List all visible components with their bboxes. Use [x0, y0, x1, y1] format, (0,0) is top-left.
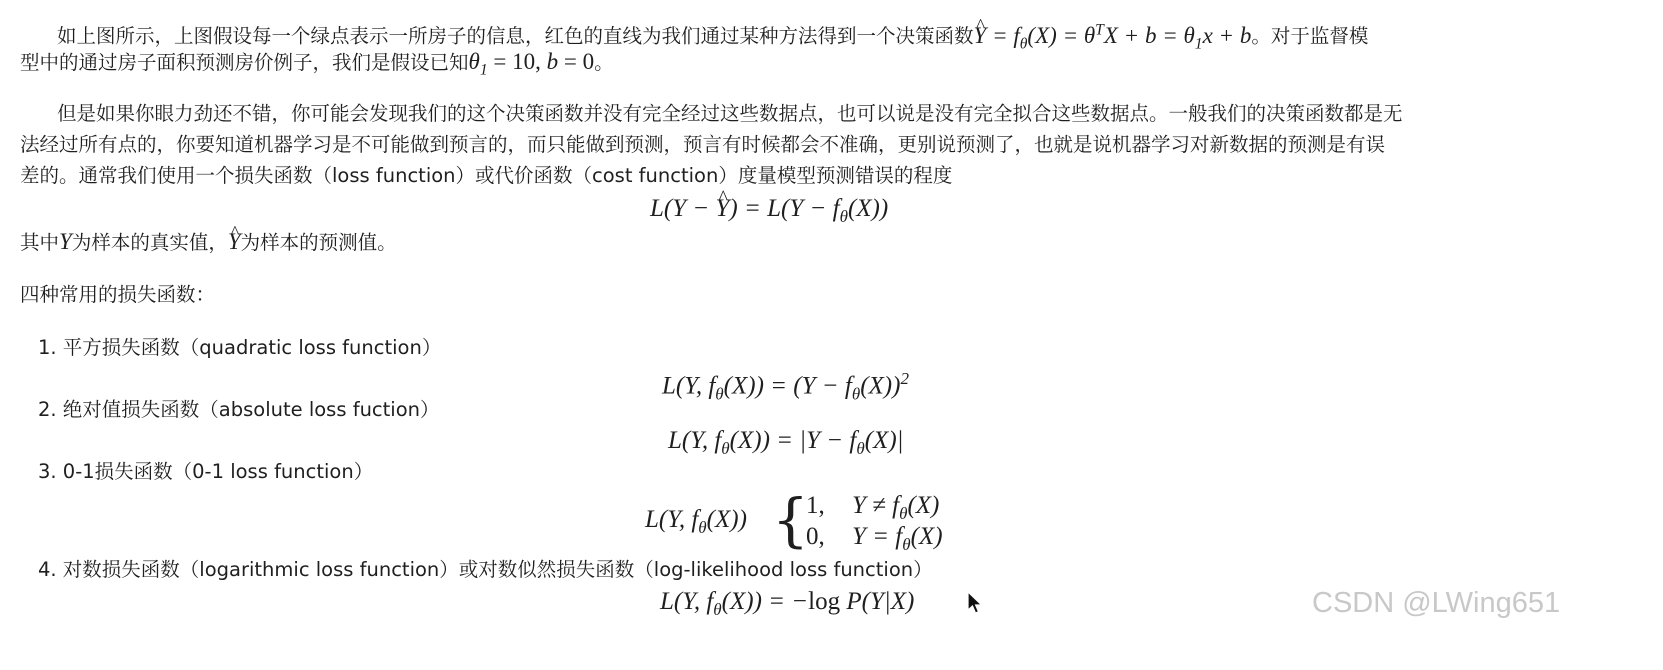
paragraph-1-text-d: 。 [594, 51, 614, 74]
paragraph-3 [20, 229, 397, 256]
decision-function-formula: ^ $Y = f_\theta(X) = \theta^TX + b = \theta_1x + b$ [974, 23, 1252, 48]
parameter-values-formula: $\theta_1 = 10$, b = 0 [468, 49, 595, 79]
left-brace: { [772, 486, 809, 554]
case-row-one-condition: $Y \ne f_\theta(X)$ [852, 492, 940, 523]
list-item-quadratic: 1. 平方损失函数（quadratic loss function） [38, 336, 442, 359]
paragraph-1-text-a: 如上图所示，上图假设每一个绿点表示一所房子的信息，红色的直线为我们通过某种方法得到一个决策函数 [57, 24, 974, 48]
case-row-zero [806, 522, 825, 552]
symbol-y-hat: ^ Y [228, 229, 241, 254]
symbol-y: Y [59, 229, 72, 254]
case-row-one [806, 491, 825, 521]
loss-equation: L(Y − ^ $Y) = L(Y - f_\theta(X))$ [650, 194, 888, 232]
case-zero-value: 0, [806, 523, 825, 550]
list-title: 四种常用的损失函数： [20, 283, 216, 306]
paragraph-2-line-3: 差的。通常我们使用一个损失函数（loss function）或代价函数（cost function）度量模型预测错误的程度 [20, 164, 953, 187]
csdn-watermark: CSDN @LWing651 [1312, 587, 1561, 619]
absolute-loss-formula: L(Y, $f_\theta(X)) = |Y - f_\theta(X)|$ [668, 427, 904, 458]
paragraph-1-text-b: 。对于监督模 [1251, 24, 1369, 48]
mouse-cursor-icon [966, 590, 984, 616]
list-item-absolute: 2. 绝对值损失函数（absolute loss fuction） [38, 398, 440, 421]
paragraph-2-line-1: 但是如果你眼力劲还不错，你可能会发现我们的这个决策函数并没有完全经过这些数据点，也可以说是没有完全拟合这些数据点。一般我们的决策函数都是无 [57, 102, 1403, 125]
quadratic-loss-formula: L(Y, $f_\theta(X)) = (Y - f_\theta(X))^2$ [662, 369, 909, 404]
log-loss-formula: L(Y, $f_\theta(X)) = -\log$ P(Y|X) [660, 588, 915, 619]
list-item-zero-one: 3. 0-1损失函数（0-1 loss function） [38, 460, 374, 483]
case-row-zero-condition: $Y = f_\theta(X)$ [852, 523, 943, 554]
list-item-logarithmic: 4. 对数损失函数（logarithmic loss function）或对数似然损失函数（log-likelihood loss function） [38, 558, 933, 581]
zero-one-loss-lhs: L(Y, $f_\theta(X)$) [645, 506, 747, 537]
paragraph-3-text-c: 为样本的预测值。 [240, 231, 397, 254]
paragraph-3-text-a: 其中 [20, 231, 60, 254]
paragraph-2-line-2: 法经过所有点的，你要知道机器学习是不可能做到预言的，而只能做到预测，预言有时候都会不准确，更别说预测了，也就是说机器学习对新数据的预测是有误 [20, 133, 1386, 156]
case-one-value: 1, [806, 492, 825, 519]
paragraph-3-text-b: 为样本的真实值， [71, 231, 228, 254]
paragraph-1-text-c: 型中的通过房子面积预测房价例子，我们是假设已知 [20, 51, 469, 74]
paragraph-1-line-2 [20, 49, 614, 83]
